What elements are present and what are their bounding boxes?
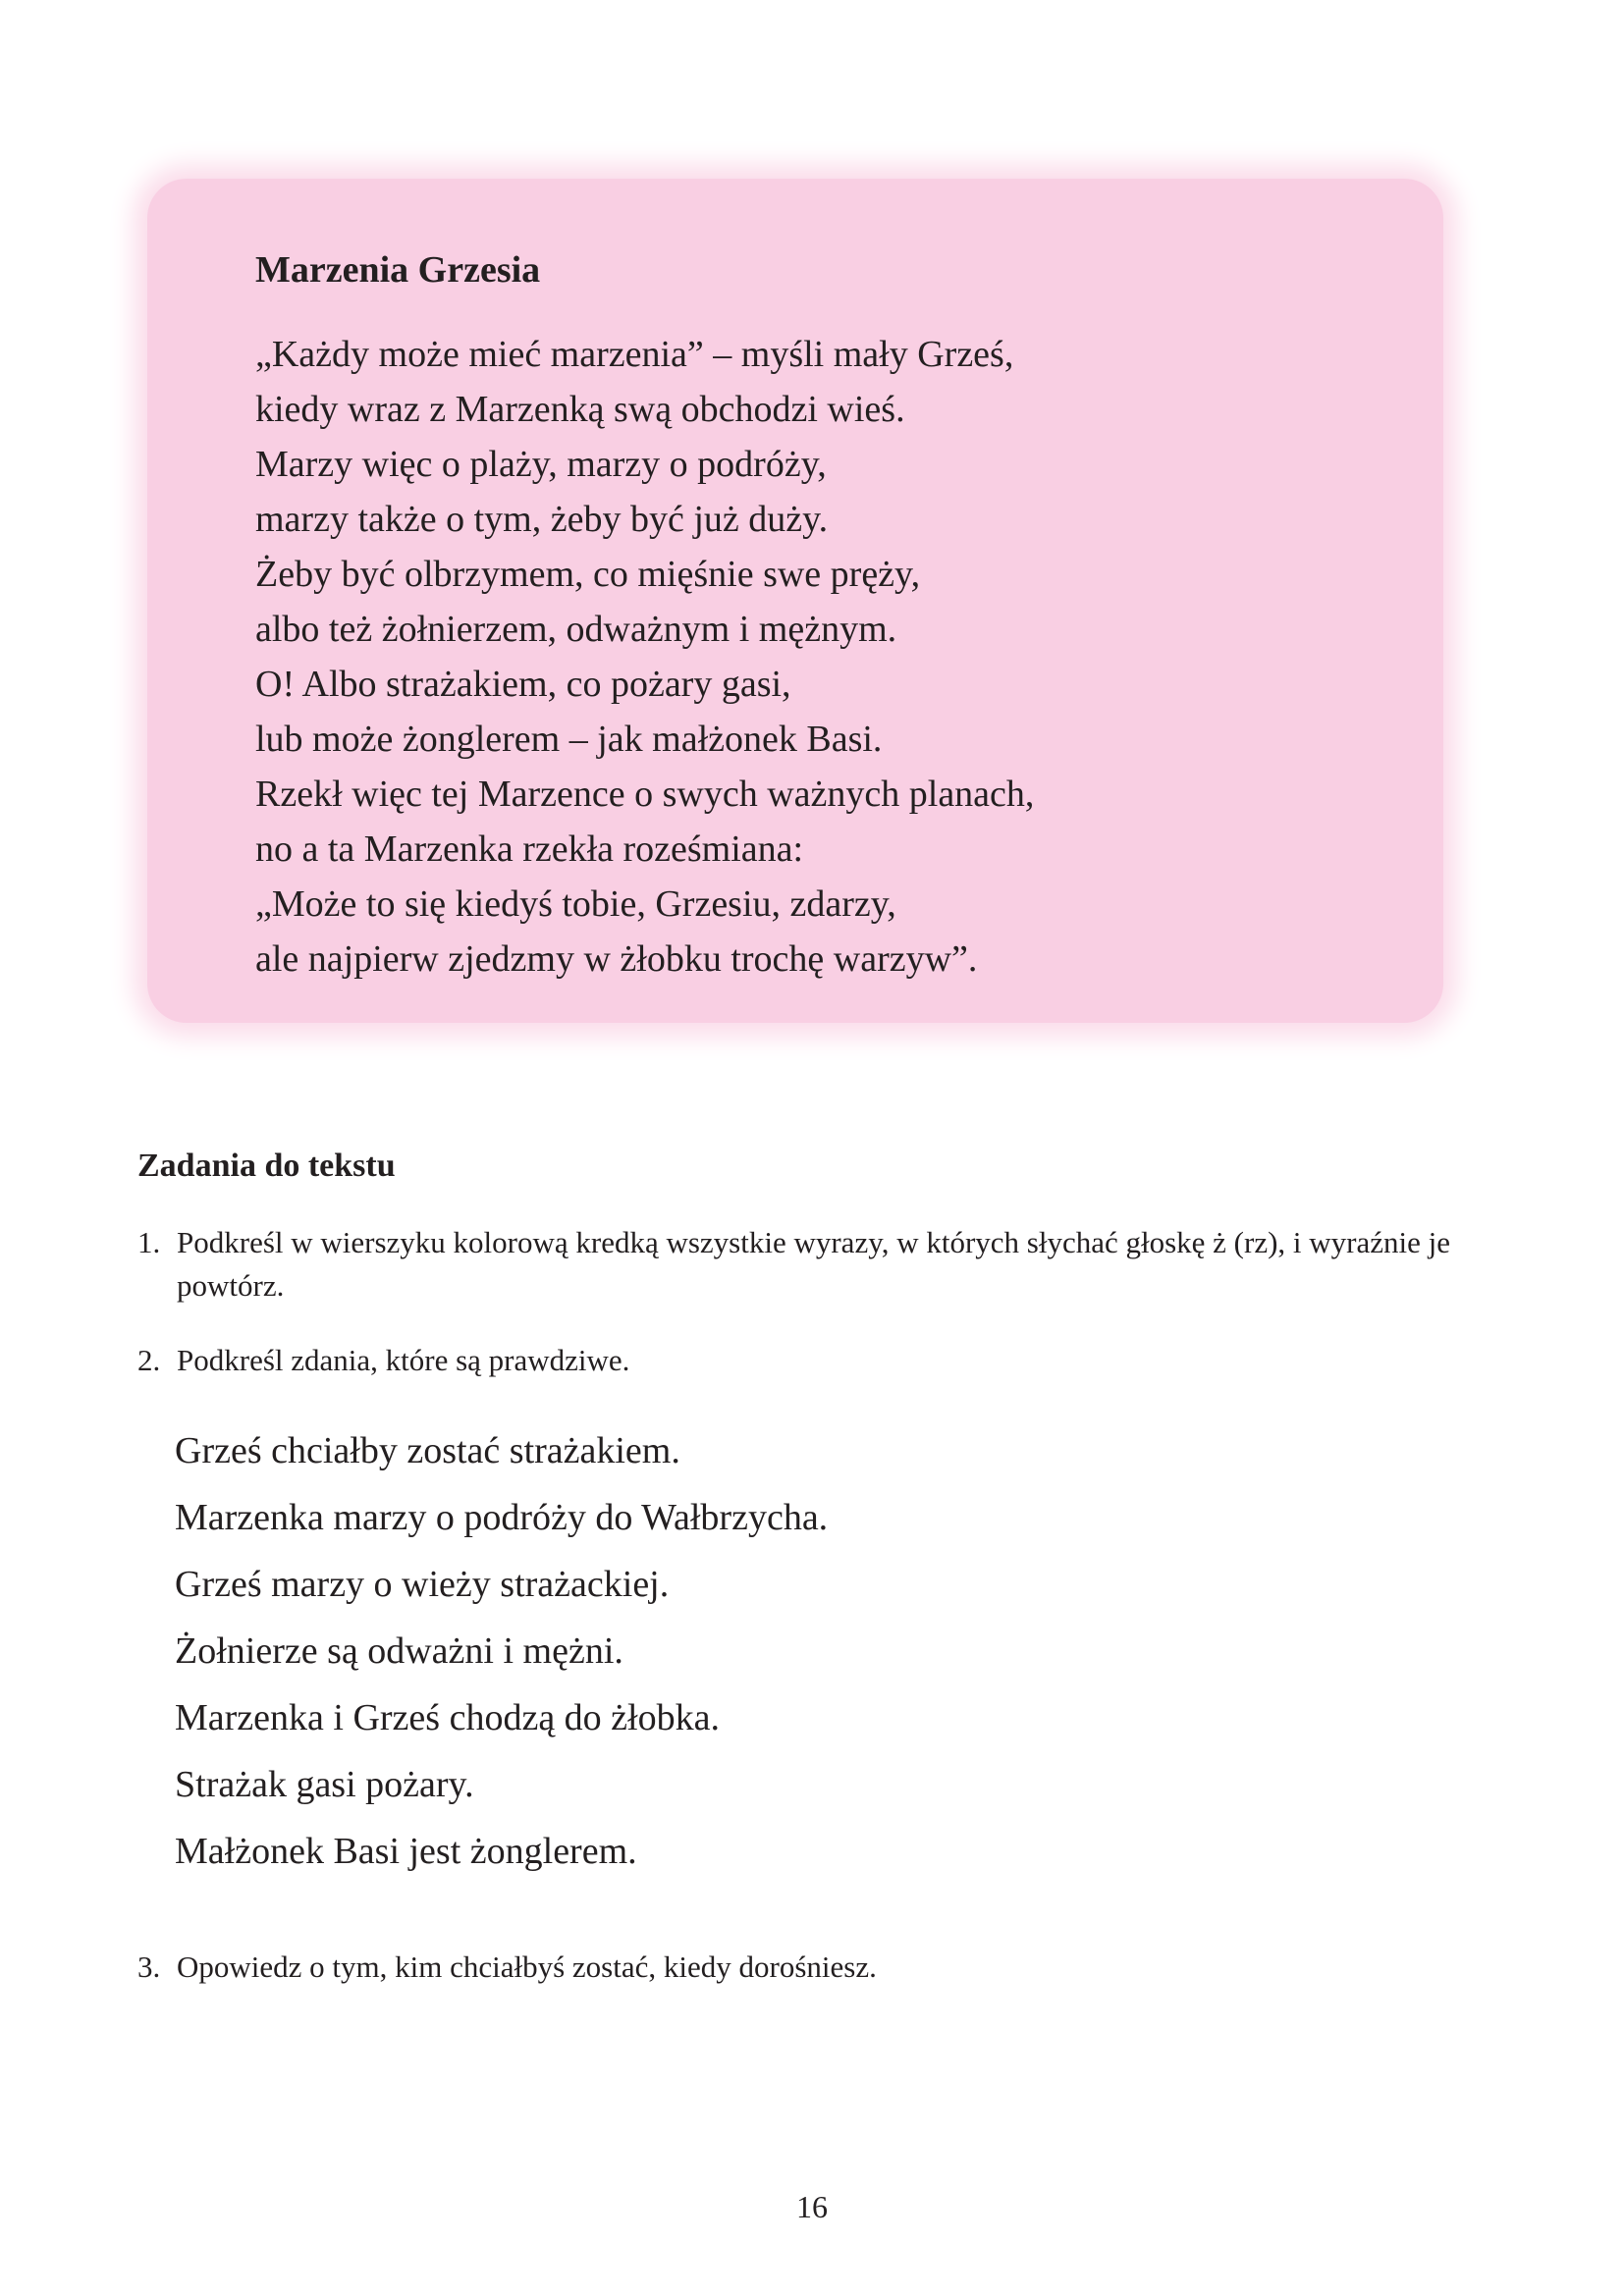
poem-line: Rzekł więc tej Marzence o swych ważnych planach, [255, 774, 1035, 815]
poem-lines [255, 327, 1034, 987]
statement: Marzenka marzy o podróży do Wałbrzycha. [175, 1497, 829, 1538]
statement: Grześ marzy o wieży strażackiej. [175, 1564, 670, 1605]
statement: Marzenka i Grześ chodzą do żłobka. [175, 1697, 720, 1738]
statement: Małżonek Basi jest żonglerem. [175, 1831, 637, 1872]
task-text: Podkreśl w wierszyku kolorową kredką wszystkie wyrazy, w których słychać głoskę ż (rz), i wyraźnie je powtórz. [177, 1225, 1450, 1303]
task-3 [137, 1946, 1453, 1989]
poem-line: Żeby być olbrzymem, co mięśnie swe pręży, [255, 554, 921, 595]
poem-line: Marzy więc o plaży, marzy o podróży, [255, 444, 827, 485]
poem-title: Marzenia Grzesia [255, 249, 541, 291]
tasks-heading: Zadania do tekstu [137, 1148, 396, 1184]
statement: Żołnierze są odważni i mężni. [175, 1630, 623, 1672]
statement: Strażak gasi pożary. [175, 1764, 474, 1805]
task-number: 1. [137, 1225, 161, 1259]
task-1 [137, 1221, 1453, 1308]
poem-line: lub może żonglerem – jak małżonek Basi. [255, 719, 883, 760]
poem-line: ale najpierw zjedzmy w żłobku trochę warzyw”. [255, 938, 978, 980]
statement: Grześ chciałby zostać strażakiem. [175, 1430, 680, 1471]
poem-line: albo też żołnierzem, odważnym i mężnym. [255, 609, 897, 650]
poem-line: kiedy wraz z Marzenką swą obchodzi wieś. [255, 389, 905, 430]
task-text: Podkreśl zdania, które są prawdziwe. [177, 1343, 630, 1377]
poem-line: no a ta Marzenka rzekła roześmiana: [255, 828, 804, 870]
poem-line: „Może to się kiedyś tobie, Grzesiu, zdarzy, [255, 883, 896, 925]
poem-line: „Każdy może mieć marzenia” – myśli mały Grześ, [255, 334, 1014, 375]
task-2 [137, 1339, 1453, 1382]
page-number: 16 [796, 2189, 828, 2224]
statements-list [175, 1417, 828, 1885]
poem-line: O! Albo strażakiem, co pożary gasi, [255, 664, 791, 705]
poem-line: marzy także o tym, żeby być już duży. [255, 499, 829, 540]
task-number: 2. [137, 1343, 161, 1377]
task-text: Opowiedz o tym, kim chciałbyś zostać, kiedy dorośniesz. [177, 1949, 877, 1984]
task-number: 3. [137, 1949, 161, 1984]
